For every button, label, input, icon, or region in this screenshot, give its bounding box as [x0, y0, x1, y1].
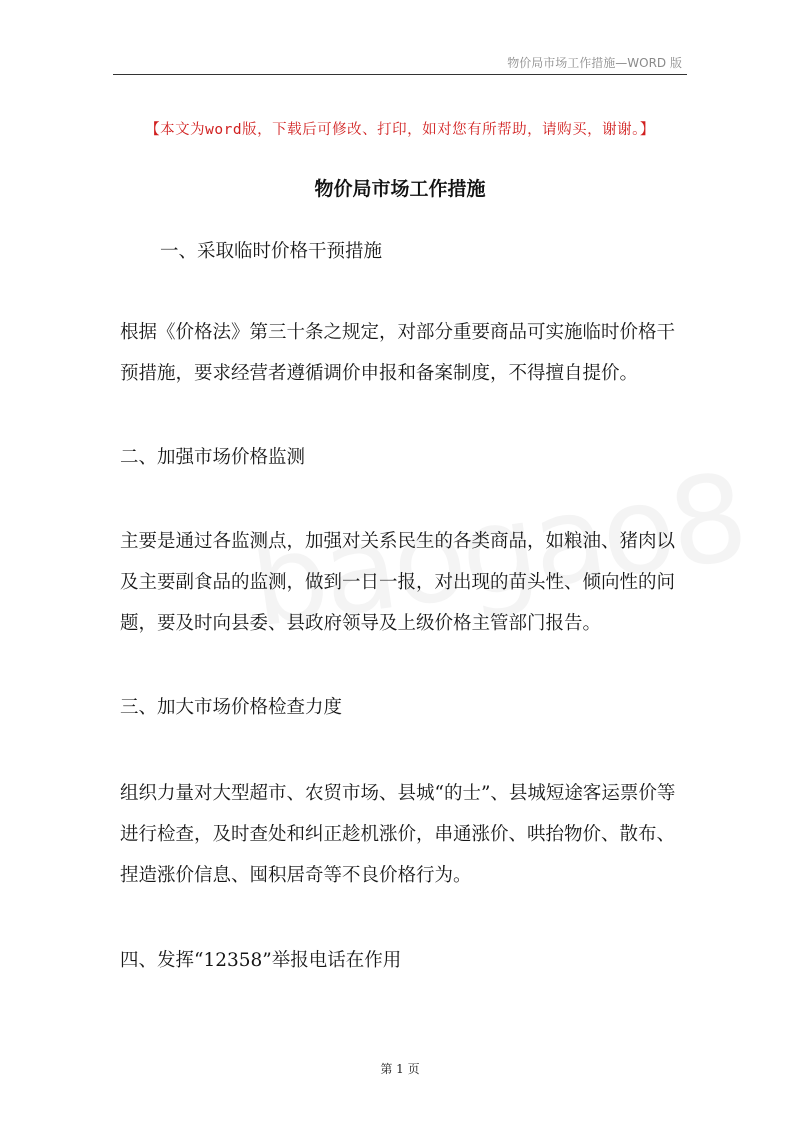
- section-3-body: 组织力量对大型超市、农贸市场、县城“的士”、县城短途客运票价等进行检查，及时查处和纠正趁机涨价，串通涨价、哄抬物价、散布、捏造涨价信息、囤积居奇等不良价格行为。: [120, 783, 676, 886]
- section-1-heading: 一、采取临时价格干预措施: [160, 241, 383, 262]
- document-title: 物价局市场工作措施: [314, 178, 486, 200]
- page-number: 第 1 页: [380, 1062, 420, 1076]
- header-title: 物价局市场工作措施—WORD 版: [507, 56, 682, 70]
- section-1-body: 根据《价格法》第三十条之规定，对部分重要商品可实施临时价格干预措施，要求经营者遵循调价申报和备案制度，不得擅自提价。: [120, 322, 676, 384]
- purchase-notice: 【本文为word版，下载后可修改、打印，如对您有所帮助，请购买，谢谢。】: [145, 122, 655, 138]
- section-3-heading: 三、加大市场价格检查力度: [120, 697, 343, 718]
- section-2-body: 主要是通过各监测点，加强对关系民生的各类商品，如粮油、猪肉以及主要副食品的监测，做到一日一报，对出现的苗头性、倾向性的问题，要及时向县委、县政府领导及上级价格主管部门报告。: [120, 531, 676, 634]
- section-2-heading: 二、加强市场价格监测: [120, 447, 306, 468]
- section-4-heading: 四、发挥“12358”举报电话在作用: [120, 950, 402, 971]
- header-rule: [113, 74, 687, 75]
